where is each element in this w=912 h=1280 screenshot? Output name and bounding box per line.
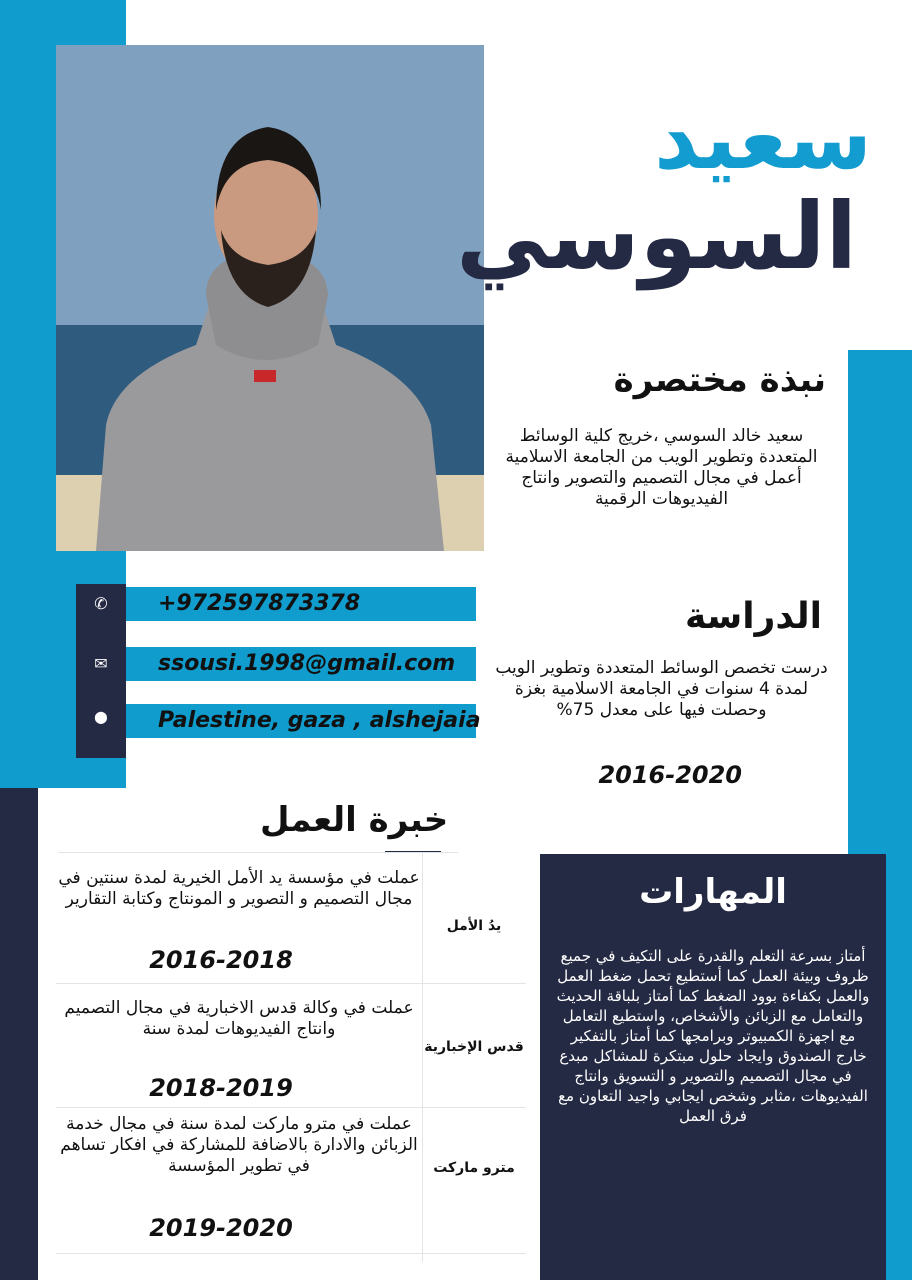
table-row (56, 984, 526, 1108)
work-years: 2016-2018 (149, 946, 293, 974)
navy-block-left (0, 788, 38, 1280)
portrait-illustration (56, 45, 484, 551)
work-years: 2018-2019 (149, 1074, 293, 1102)
education-years: 2016-2020 (598, 761, 742, 789)
work-description: عملت في وكالة قدس الاخبارية في مجال التصميم وانتاج الفيديوهات لمدة سنة (64, 998, 414, 1039)
skills-text: أمتاز بسرعة التعلم والقدرة على التكيف في جميع ظروف وبيئة العمل كما أستطيع تحمل ضغط العمل والعمل بكفاءة بوود الضغط كما أمتاز بلباقة الحديث والتعامل مع الزبائن والأشخاص، واستطيع التعامل مع اجهزة الكمبيوتر وبرامجها كما أمتاز بالتفكير خارج الصندوق وايجاد حلول مبتكرة للمشاكل مبدع في مجال التصميم والتصوير و التسويق وانتاج الفيديوهات ،مثابر وشخص ايجابي واجيد التعاون مع فرق العمل (556, 947, 870, 1125)
phone-icon: ✆ (94, 594, 108, 613)
contact-email[interactable]: ssousi.1998@gmail.com (158, 651, 456, 676)
work-description: عملت في مترو ماركت لمدة سنة في مجال خدمة الزبائن والادارة بالاضافة للمشاركة في افكار تساهم في تطوير المؤسسة (60, 1114, 418, 1176)
work-company: مترو ماركت (433, 1160, 515, 1176)
work-years: 2019-2020 (149, 1214, 293, 1242)
contact-phone[interactable]: +972597873378 (158, 591, 361, 616)
work-company: يدُ الأمل (446, 918, 502, 934)
skills-heading: المهارات (639, 872, 787, 912)
work-heading: خبرة العمل (260, 800, 449, 840)
table-row (56, 1108, 526, 1254)
skills-panel (540, 854, 886, 1280)
contact-icon-column (76, 584, 126, 758)
last-name: السوسي (456, 183, 857, 290)
brief-text: سعيد خالد السوسي ،خريج كلية الوسائط المتعددة وتطوير الويب من الجامعة الاسلامية أعمل في مجال التصميم والتصوير وانتاج الفيديوهات الرقمية (505, 426, 818, 509)
work-description: عملت في مؤسسة يد الأمل الخيرية لمدة سنتين في مجال التصميم و التصوير و المونتاج وكتابة التقارير (58, 868, 420, 909)
education-text: درست تخصص الوسائط المتعددة وتطوير الويب لمدة 4 سنوات في الجامعة الاسلامية بغزة وحصلت فيها على معدل 75% (495, 658, 828, 720)
first-name: سعيد (654, 89, 872, 189)
brief-heading: نبذة مختصرة (613, 360, 826, 400)
table-row (56, 852, 526, 984)
work-experience-table (56, 852, 526, 1264)
contact-location: Palestine, gaza , alshejaia (158, 708, 481, 733)
work-company: قدس الإخبارية (424, 1039, 524, 1055)
profile-photo (56, 45, 484, 551)
location-pin-icon: ⬤ (94, 710, 108, 724)
red-shirt (254, 370, 276, 382)
education-heading: الدراسة (685, 596, 822, 637)
email-icon: ✉ (94, 654, 108, 673)
